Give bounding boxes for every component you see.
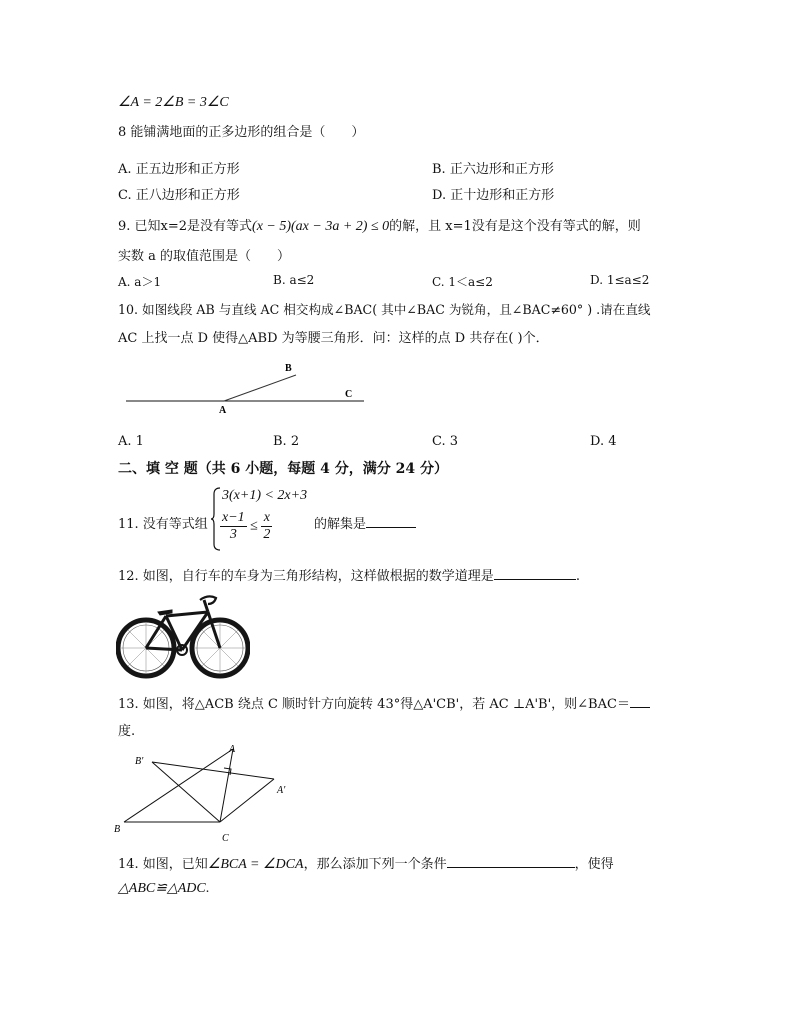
point-a-prime-label: A' xyxy=(277,785,286,796)
point-a-label: A xyxy=(219,405,227,416)
bicycle-image xyxy=(116,592,250,682)
right-angle-mark xyxy=(224,768,231,775)
q8-option-b: B. 正六边形和正方形 xyxy=(432,162,554,177)
section-heading: 二、填 空 题（共 6 小题，每题 4 分，满分 24 分） xyxy=(118,461,448,477)
q11-inequality-1: 3(x+1) < 2x+3 xyxy=(222,488,308,503)
q10-stem-line1: 10. 如图线段 AB 与直线 AC 相交构成∠BAC( 其中∠BAC 为锐角，且∠BAC≠60° ) .请在直线 xyxy=(118,302,651,317)
q13-line1: 13. 如图，将△ACB 绕点 C 顺时针方向旋转 43°得△A'CB'，若 AC ⊥A'B'，则∠BAC＝ xyxy=(118,693,650,712)
point-a-label: A xyxy=(229,744,236,755)
q10-option-d: D. 4 xyxy=(590,434,617,449)
q10-option-c: C. 3 xyxy=(432,434,459,449)
point-b-label: B xyxy=(285,363,292,374)
q9-option-d: D. 1≤a≤2 xyxy=(590,273,650,287)
q11-label: 11. 没有等式组 xyxy=(118,517,208,532)
segment-ac xyxy=(220,749,233,822)
q9-stem-line1 xyxy=(118,215,641,235)
q9-option-c: C. 1＜a≤2 xyxy=(432,275,493,289)
q12-stem: 12. 如图，自行车的车身为三角形结构，这样做根据的数学道理是 . xyxy=(118,569,580,584)
q8-option-d: D. 正十边形和正方形 xyxy=(432,188,555,203)
q11-inequality-2: $\frac{x-1}{3}$ ≤ $\frac{x}{2}$ xyxy=(222,510,271,542)
handlebar xyxy=(200,596,216,604)
point-c-label: C xyxy=(222,833,229,844)
q14-answer-blank[interactable] xyxy=(447,855,575,868)
q11-answer-blank[interactable] xyxy=(366,515,416,528)
segment-b2c xyxy=(152,762,220,822)
q9-option-a: A. a＞1 xyxy=(118,275,162,289)
q8-option-a: A. 正五边形和正方形 xyxy=(118,162,240,177)
segment-b2a2 xyxy=(152,762,274,779)
q10-figure xyxy=(118,355,378,417)
q9-stem-c: 实数 a 的取值范围是（ ） xyxy=(118,249,291,264)
q9-formula: (x − 5)(ax − 3a + 2) ≤ 0 xyxy=(252,219,390,234)
q10-option-b: B. 2 xyxy=(273,434,300,449)
q8-option-c: C. 正八边形和正方形 xyxy=(118,188,240,203)
q14-formula: ∠BCA = ∠DCA xyxy=(207,857,304,872)
angle-relation-line: ∠A = 2∠B = 3∠C xyxy=(118,95,229,110)
segment-a2c xyxy=(220,779,274,822)
q14-line1: 14. 如图，已知∠BCA = ∠DCA，那么添加下列一个条件 ，使得 xyxy=(118,857,614,872)
q13-line2: 度. xyxy=(118,724,136,739)
q9-option-b: B. a≤2 xyxy=(273,273,315,287)
q10-option-a: A. 1 xyxy=(118,434,144,449)
point-b-prime-label: B' xyxy=(135,756,144,767)
q11-tail: 的解集是 xyxy=(314,513,416,532)
q10-stem-line2: AC 上找一点 D 使得△ABD 为等腰三角形．问：这样的点 D 共存在( )个． xyxy=(118,331,549,346)
q12-answer-blank[interactable] xyxy=(494,567,576,580)
q8-stem: 8 能铺满地面的正多边形的组合是（ ） xyxy=(118,125,365,140)
q9-stem-b: 的解，且 x=1没有是这个没有等式的解，则 xyxy=(389,219,641,234)
q14-line2: △ABC≌△ADC. xyxy=(118,881,210,896)
q11-fraction-1: $\frac{x-1}{3}$ xyxy=(222,510,245,542)
q9-stem-a: 9. 已知x=2是没有等式 xyxy=(118,219,253,234)
q13-answer-blank[interactable] xyxy=(630,695,650,708)
q11-fraction-2: $\frac{x}{2}$ xyxy=(263,510,271,542)
point-b-label: B xyxy=(114,824,121,835)
segment-ab xyxy=(224,375,296,401)
point-c-label: C xyxy=(345,389,353,400)
q13-figure xyxy=(112,742,302,846)
